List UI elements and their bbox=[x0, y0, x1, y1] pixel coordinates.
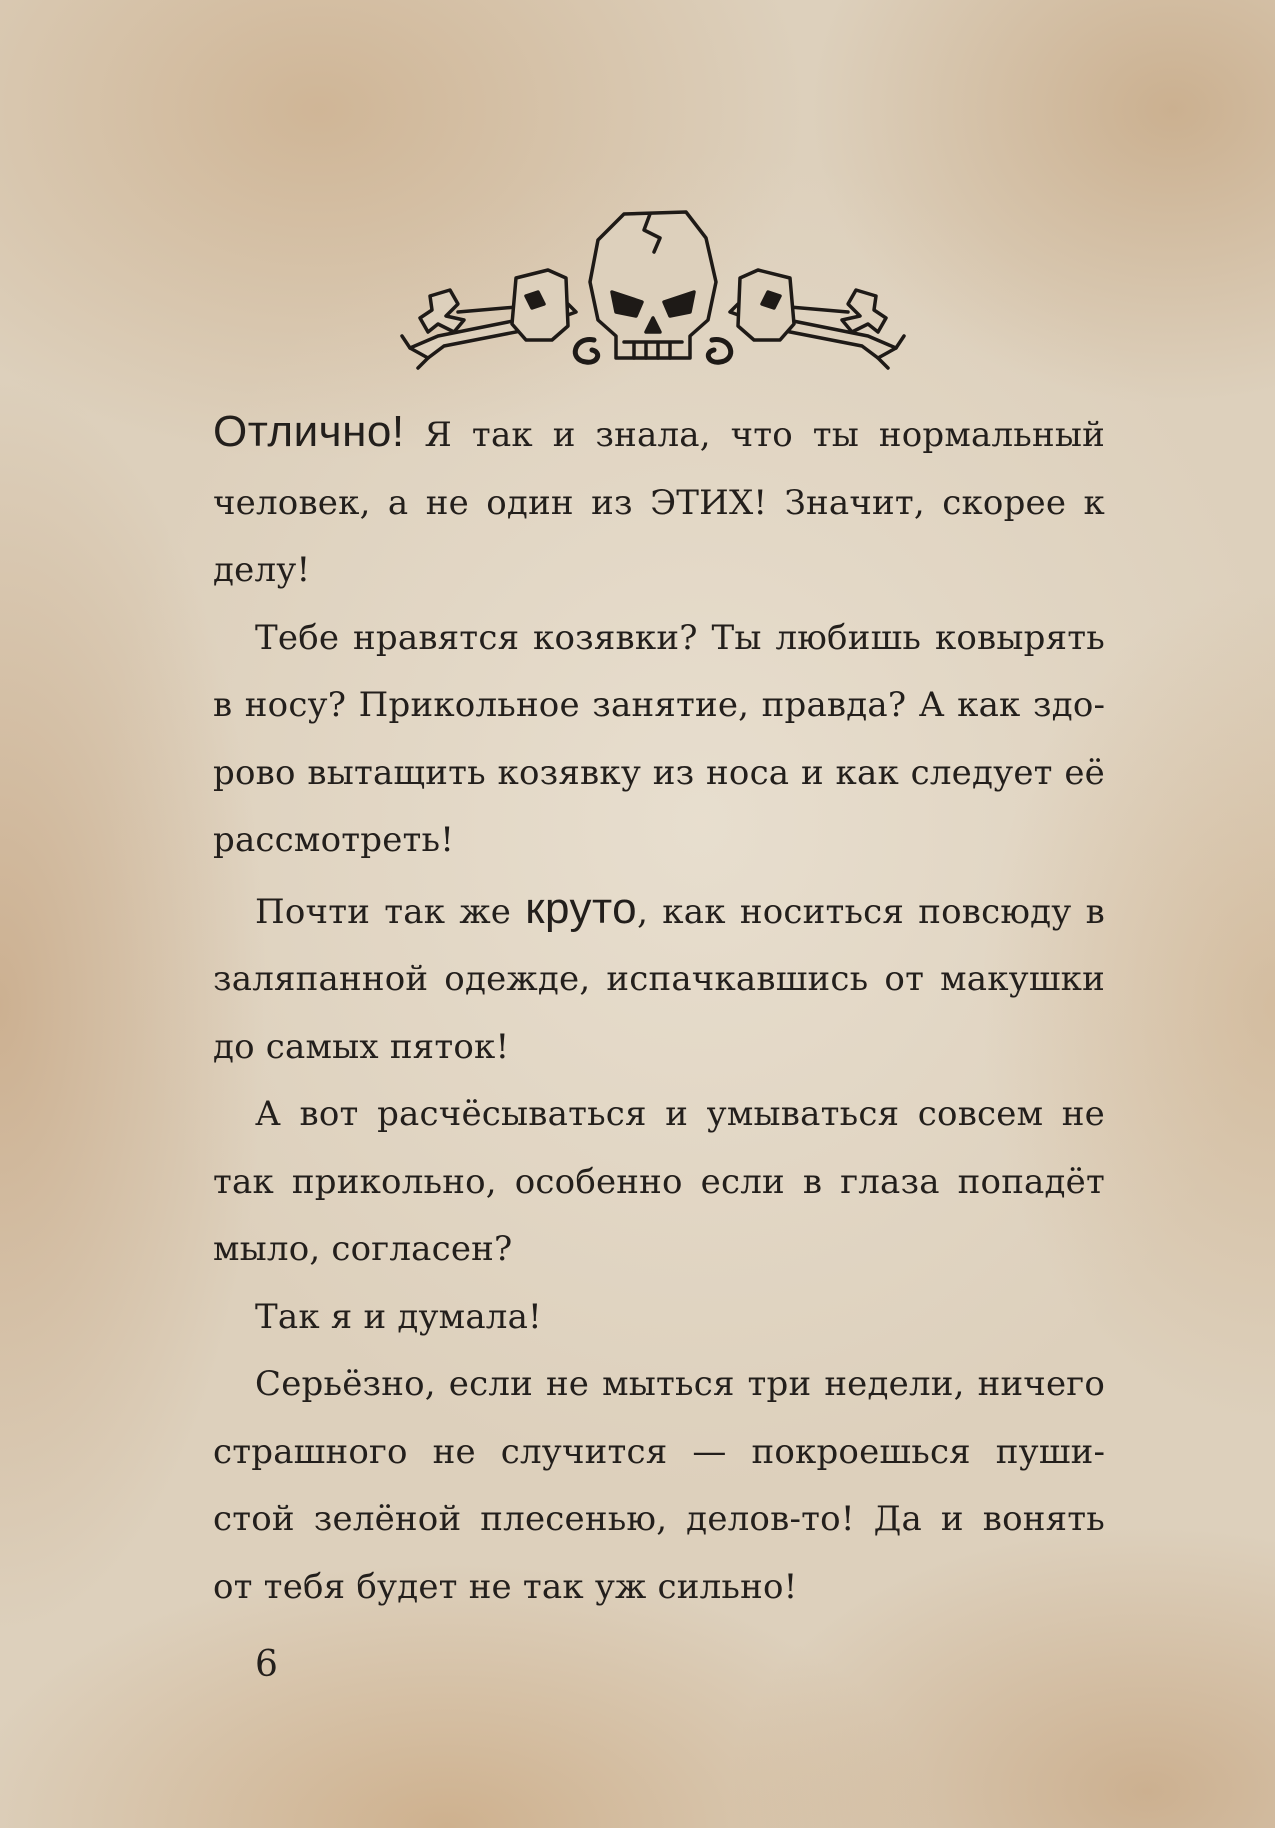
paragraph-text: Я так и знала, что ты нормальный человек, а не один из ЭТИХ! Значит, скорее к делу! bbox=[213, 415, 1105, 590]
paragraph-text: Серьёзно, если не мыться три недели, ничего страшного не случится — покроешься пушистой зелёной плесенью, делов-то! Да и вонять от тебя будет не так уж сильно! bbox=[213, 1364, 1105, 1607]
paragraph-2 bbox=[213, 605, 1105, 875]
body-text bbox=[213, 398, 1105, 1621]
page-number: 6 bbox=[255, 1644, 278, 1685]
paragraph-4 bbox=[213, 1081, 1105, 1284]
paragraph-text: Тебе нравятся козявки? Ты любишь ковырять в носу? Прикольное занятие, правда? А как здорово вытащить козявку из носа и как следует её рассмотреть! bbox=[213, 617, 1105, 860]
paragraph-6 bbox=[213, 1351, 1105, 1621]
lead-word: Отлично! bbox=[213, 407, 405, 456]
paragraph-5 bbox=[213, 1284, 1105, 1352]
paragraph-text: Почти так же bbox=[255, 891, 526, 932]
paragraph-text: А вот расчёсываться и умываться совсем не так прикольно, особенно если в глаза попадёт мыло, согласен? bbox=[213, 1094, 1105, 1269]
paragraph-3 bbox=[213, 875, 1105, 1082]
paragraph-text: , как носиться повсюду в заляпанной одежде, испачкавшись от макушки до самых пяток! bbox=[213, 891, 1105, 1067]
emphasis-word: круто bbox=[525, 883, 638, 933]
skull-crossed-bones-icon bbox=[398, 208, 908, 376]
paragraph-text: Так я и думала! bbox=[255, 1296, 542, 1337]
paragraph-1 bbox=[213, 398, 1105, 605]
